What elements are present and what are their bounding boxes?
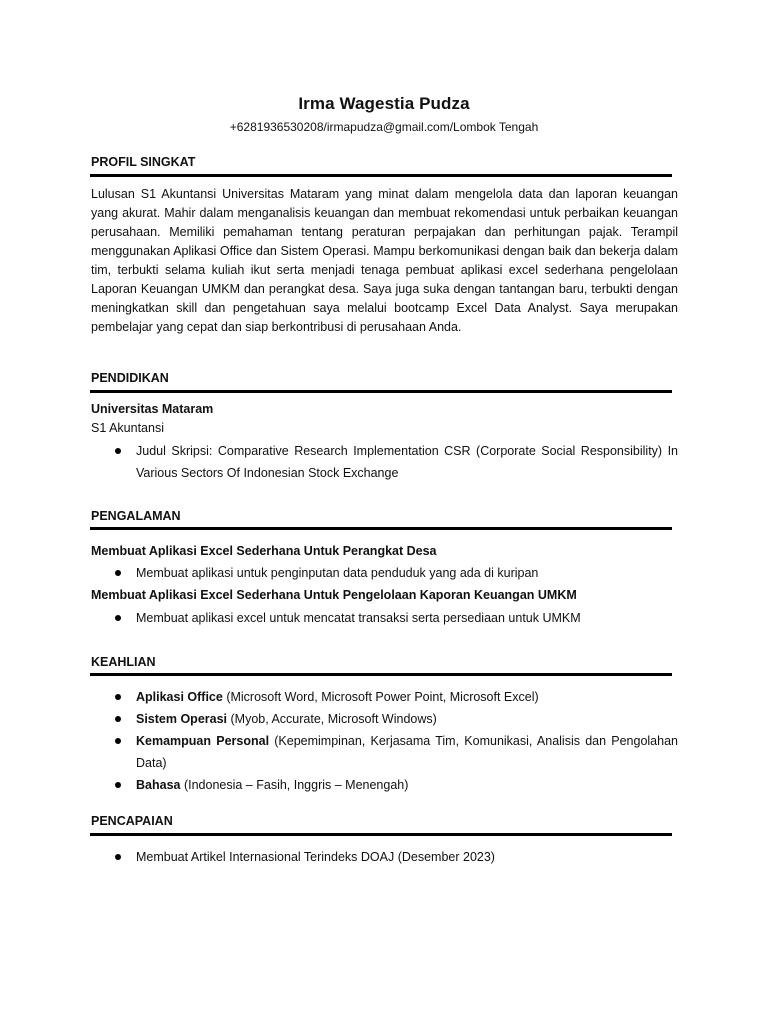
skill-detail: (Microsoft Word, Microsoft Power Point, Microsoft Excel) — [222, 690, 539, 704]
experience-bullet-list — [91, 562, 678, 584]
skills-bullet-list — [91, 686, 678, 796]
thesis-title: Judul Skripsi: Comparative Research Implementation CSR (Corporate Social Responsibility) In Various Sectors Of Indonesian Stock Exchange — [136, 444, 678, 480]
institution-name: Universitas Mataram — [91, 402, 214, 416]
section-divider — [90, 390, 672, 393]
profil-paragraph: Lulusan S1 Akuntansi Universitas Mataram yang minat dalam mengelola data dan laporan keuangan yang akurat. Mahir dalam menganalisis keuangan dan membuat rekomendasi untuk perbaikan keuangan perusahaan. Memiliki pemahaman tentang peraturan perpajakan dan perhitungan pajak. Terampil menggunakan Aplikasi Office dan Sistem Operasi. Mampu berkomunikasi dengan baik dan bekerja dalam tim, terbukti selama kuliah ikut serta menjadi tenaga pembuat aplikasi excel sederhana pengelolaan Laporan Keuangan UMKM dan perangkat desa. Saya juga suka dengan tantangan baru, terbukti dengan meningkatkan skill dan pengetahuan saya melalui bootcamp Excel Data Analyst. Saya merupakan pembelajar yang cepat dan siap berkontribusi di perusahaan Anda. — [91, 187, 678, 334]
education-bullet-list — [91, 440, 678, 484]
achievement-detail: Membuat Artikel Internasional Terindeks DOAJ (Desember 2023) — [136, 850, 495, 864]
list-item — [91, 440, 678, 484]
experience-detail: Membuat aplikasi excel untuk mencatat transaksi serta persediaan untuk UMKM — [136, 611, 581, 625]
section-divider — [90, 673, 672, 676]
skill-detail: (Myob, Accurate, Microsoft Windows) — [227, 712, 437, 726]
list-item — [91, 774, 678, 796]
bullet-icon — [115, 738, 121, 744]
skill-label: Kemampuan Personal — [136, 734, 270, 748]
degree-name: S1 Akuntansi — [91, 421, 164, 435]
experience-title: Membuat Aplikasi Excel Sederhana Untuk Pengelolaan Kaporan Keuangan UMKM — [91, 588, 577, 602]
contact-info: +6281936530208/irmapudza@gmail.com/Lombok Tengah — [229, 120, 539, 134]
skill-detail: (Indonesia – Fasih, Inggris – Menengah) — [180, 778, 409, 792]
experience-bullet-list — [91, 607, 678, 629]
section-heading-pencapaian: PENCAPAIAN — [91, 814, 173, 828]
list-item — [91, 730, 678, 774]
skill-label: Bahasa — [136, 778, 181, 792]
section-divider — [90, 174, 672, 177]
bullet-icon — [115, 448, 121, 454]
section-heading-pendidikan: PENDIDIKAN — [91, 371, 169, 385]
section-heading-profil: PROFIL SINGKAT — [91, 155, 196, 169]
section-heading-pengalaman: PENGALAMAN — [91, 509, 181, 523]
applicant-name: Irma Wagestia Pudza — [298, 94, 470, 113]
section-divider — [90, 833, 672, 836]
bullet-icon — [115, 570, 121, 576]
achievement-bullet-list — [91, 846, 678, 868]
bullet-icon — [115, 615, 121, 621]
list-item — [91, 846, 678, 868]
section-heading-keahlian: KEAHLIAN — [91, 655, 156, 669]
list-item — [91, 562, 678, 584]
list-item — [91, 686, 678, 708]
bullet-icon — [115, 782, 121, 788]
experience-title: Membuat Aplikasi Excel Sederhana Untuk Perangkat Desa — [91, 544, 437, 558]
bullet-icon — [115, 716, 121, 722]
skill-label: Aplikasi Office — [136, 690, 223, 704]
bullet-icon — [115, 694, 121, 700]
experience-detail: Membuat aplikasi untuk penginputan data penduduk yang ada di kuripan — [136, 566, 539, 580]
bullet-icon — [115, 854, 121, 860]
skill-label: Sistem Operasi — [136, 712, 228, 726]
skill-detail: (Kepemimpinan, Kerjasama Tim, Komunikasi, Analisis dan Pengolahan Data) — [136, 734, 678, 770]
list-item — [91, 708, 678, 730]
section-divider — [90, 527, 672, 530]
list-item — [91, 607, 678, 629]
